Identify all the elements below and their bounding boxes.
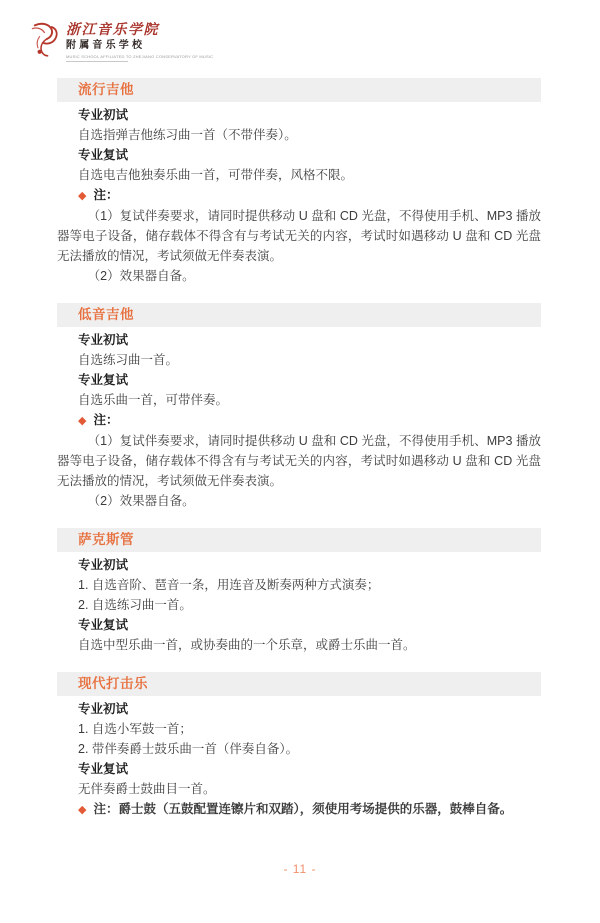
note-item: （1）复试伴奏要求，请同时提供移动 U 盘和 CD 光盘，不得使用手机、MP3 播放器等电子设备，储存载体不得含有与考试无关的内容，考试时如遇移动 U 盘和 CD 光盘无法播放的情况，考试须做无伴奏表演。 xyxy=(57,434,541,488)
section-title: 流行吉他 xyxy=(78,82,134,97)
school-name-english: MUSIC SCHOOL AFFILIATED TO ZHEJIANG CONSERVATORY OF MUSIC xyxy=(66,54,214,59)
section-pop-guitar xyxy=(57,78,541,286)
diamond-icon: ◆ xyxy=(78,804,87,816)
seal-dot xyxy=(38,50,42,54)
note-heading xyxy=(78,410,541,431)
section-modern-percussion xyxy=(57,672,541,820)
diamond-icon: ◆ xyxy=(78,415,87,427)
stage-heading: 专业初试 xyxy=(78,702,129,716)
stage-heading: 专业初试 xyxy=(78,108,129,122)
section-header-bar xyxy=(57,528,541,552)
section-title: 现代打击乐 xyxy=(78,676,148,691)
school-logo xyxy=(30,20,213,62)
section-body xyxy=(57,102,541,286)
page-content xyxy=(57,78,541,837)
note-heading xyxy=(78,799,541,820)
requirement-text: 1. 自选音阶、琶音一条，用连音及断奏两种方式演奏； xyxy=(78,578,380,592)
section-bass-guitar xyxy=(57,303,541,511)
requirement-text: 2. 自选练习曲一首。 xyxy=(78,598,192,612)
requirement-text: 自选电吉他独奏乐曲一首，可带伴奏，风格不限。 xyxy=(78,168,354,182)
requirement-text: 自选练习曲一首。 xyxy=(78,353,179,367)
stage-heading: 专业复试 xyxy=(78,373,129,387)
requirement-text: 1. 自选小军鼓一首； xyxy=(78,722,192,736)
stage-heading: 专业初试 xyxy=(78,558,129,572)
section-title: 低音吉他 xyxy=(78,307,134,322)
school-name-block xyxy=(66,20,213,62)
note-item: （2）效果器自备。 xyxy=(87,269,195,283)
phoenix-logo-icon xyxy=(30,20,62,58)
section-title: 萨克斯管 xyxy=(78,532,134,547)
stage-heading: 专业初试 xyxy=(78,333,129,347)
section-body xyxy=(57,552,541,655)
stage-heading: 专业复试 xyxy=(78,762,129,776)
school-name-calligraphy: 浙江音乐学院 xyxy=(66,23,159,38)
note-item: （2）效果器自备。 xyxy=(87,494,195,508)
stage-heading: 专业复试 xyxy=(78,148,129,162)
requirement-text: 无伴奏爵士鼓曲目一首。 xyxy=(78,782,216,796)
note-item: （1）复试伴奏要求，请同时提供移动 U 盘和 CD 光盘，不得使用手机、MP3 播放器等电子设备，储存载体不得含有与考试无关的内容，考试时如遇移动 U 盘和 CD 光盘无法播放的情况，考试须做无伴奏表演。 xyxy=(57,209,541,263)
page-number: - 11 - xyxy=(283,862,317,876)
note-inline-text: 注：爵士鼓（五鼓配置连镲片和双踏），须使用考场提供的乐器，鼓棒自备。 xyxy=(93,802,513,816)
school-name-sub: 附属音乐学校 xyxy=(66,40,146,51)
stage-heading: 专业复试 xyxy=(78,618,129,632)
section-header-bar xyxy=(57,78,541,102)
logo-divider xyxy=(66,61,128,62)
note-label: 注： xyxy=(93,413,119,427)
section-header-bar xyxy=(57,303,541,327)
requirement-text: 自选中型乐曲一首，或协奏曲的一个乐章，或爵士乐曲一首。 xyxy=(78,638,416,652)
requirement-text: 2. 带伴奏爵士鼓乐曲一首（伴奏自备）。 xyxy=(78,742,299,756)
requirement-text: 自选乐曲一首，可带伴奏。 xyxy=(78,393,229,407)
section-body xyxy=(57,327,541,511)
note-label: 注： xyxy=(93,188,119,202)
section-body xyxy=(57,696,541,820)
requirement-text: 自选指弹吉他练习曲一首（不带伴奏）。 xyxy=(78,128,297,142)
section-header-bar xyxy=(57,672,541,696)
section-saxophone xyxy=(57,528,541,655)
diamond-icon: ◆ xyxy=(78,190,87,202)
note-heading xyxy=(78,185,541,206)
